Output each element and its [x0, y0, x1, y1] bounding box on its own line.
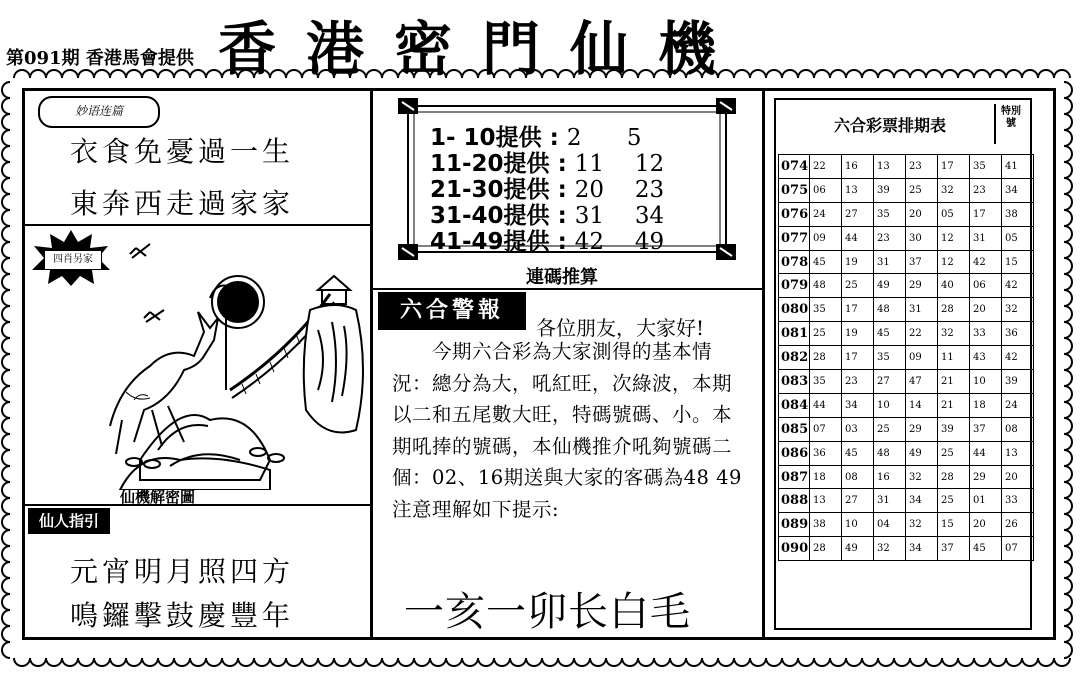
number-cell: 28: [810, 537, 842, 561]
lianma-label: 連碼推算: [526, 267, 598, 288]
table-row: [779, 465, 1034, 489]
number-cell: 24: [1002, 393, 1034, 417]
number-cell: 16: [874, 465, 906, 489]
table-row: [779, 322, 1034, 346]
number-cell: 20: [1002, 465, 1034, 489]
provide-num-a: 2: [566, 125, 582, 151]
provide-num-b: 34: [634, 203, 665, 229]
period-cell: 076: [779, 202, 810, 226]
period-cell: 074: [779, 155, 810, 179]
number-cell: 28: [810, 346, 842, 370]
provide-range: 31-40提供: [430, 203, 550, 229]
number-cell: 32: [938, 322, 970, 346]
greeting-text: 各位朋友，大家好!: [536, 316, 705, 340]
table-row: [779, 346, 1034, 370]
number-cell: 45: [970, 537, 1002, 561]
period-cell: 090: [779, 537, 810, 561]
number-cell: 06: [810, 178, 842, 202]
number-cell: 20: [906, 202, 938, 226]
provide-range: 21-30提供: [430, 177, 550, 203]
number-cell: 34: [842, 393, 874, 417]
number-cell: 34: [1002, 178, 1034, 202]
number-cell: 32: [874, 537, 906, 561]
period-cell: 080: [779, 298, 810, 322]
number-cell: 37: [906, 250, 938, 274]
number-cell: 20: [970, 298, 1002, 322]
number-cell: 17: [970, 202, 1002, 226]
provide-colon: :: [549, 125, 559, 151]
period-cell: 081: [779, 322, 810, 346]
period-cell: 083: [779, 370, 810, 394]
provide-row: [430, 223, 687, 256]
number-cell: 23: [906, 155, 938, 179]
provide-colon: :: [557, 177, 567, 203]
number-cell: 10: [842, 513, 874, 537]
table-row: [779, 441, 1034, 465]
number-cell: 45: [842, 441, 874, 465]
number-cell: 29: [906, 274, 938, 298]
table-row: [779, 513, 1034, 537]
number-cell: 24: [810, 202, 842, 226]
number-cell: 32: [906, 513, 938, 537]
provide-range: 41-49提供: [430, 229, 550, 255]
number-cell: 42: [1002, 346, 1034, 370]
number-cell: 25: [938, 489, 970, 513]
starburst-label: 四肖另家: [44, 250, 102, 270]
number-cell: 09: [906, 346, 938, 370]
table-row: [779, 537, 1034, 561]
poem-top-line-1: 衣食免憂過一生: [70, 135, 295, 168]
provide-num-b: 23: [634, 177, 665, 203]
number-cell: 48: [810, 274, 842, 298]
table-row: [779, 298, 1034, 322]
number-cell: 25: [874, 417, 906, 441]
number-cell: 10: [874, 393, 906, 417]
number-cell: 39: [938, 417, 970, 441]
number-cell: 37: [970, 417, 1002, 441]
period-cell: 088: [779, 489, 810, 513]
deer-bridge-illustration: [60, 230, 380, 490]
number-cell: 30: [906, 226, 938, 250]
number-cell: 31: [906, 298, 938, 322]
number-cell: 25: [906, 178, 938, 202]
table-row: [779, 370, 1034, 394]
phrase-badge: 妙语连篇: [38, 96, 160, 128]
period-cell: 086: [779, 441, 810, 465]
number-cell: 32: [1002, 298, 1034, 322]
provide-num-a: 42: [574, 229, 605, 255]
number-cell: 13: [842, 178, 874, 202]
xianren-label: 仙人指引: [28, 508, 110, 534]
period-cell: 084: [779, 393, 810, 417]
number-cell: 07: [810, 417, 842, 441]
number-cell: 45: [810, 250, 842, 274]
number-cell: 10: [970, 370, 1002, 394]
table-row: [779, 226, 1034, 250]
number-cell: 12: [938, 250, 970, 274]
number-cell: 06: [970, 274, 1002, 298]
number-cell: 22: [906, 322, 938, 346]
poem-top-line-2: 東奔西走過家家: [70, 187, 295, 220]
number-cell: 45: [874, 322, 906, 346]
hint-text: 一亥一卯长白毛: [404, 589, 691, 635]
number-cell: 01: [970, 489, 1002, 513]
number-cell: 11: [938, 346, 970, 370]
table-row: [779, 393, 1034, 417]
number-cell: 33: [1002, 489, 1034, 513]
number-cell: 37: [938, 537, 970, 561]
period-cell: 077: [779, 226, 810, 250]
number-cell: 21: [938, 370, 970, 394]
provide-num-a: 11: [574, 151, 605, 177]
alert-label: 六合警報: [378, 292, 526, 330]
schedule-table-title: 六合彩票排期表: [833, 116, 946, 135]
number-cell: 07: [1002, 537, 1034, 561]
period-cell: 075: [779, 178, 810, 202]
number-cell: 38: [810, 513, 842, 537]
provide-colon: :: [557, 203, 567, 229]
table-row: [779, 417, 1034, 441]
number-cell: 14: [906, 393, 938, 417]
provide-num-b: 49: [634, 229, 665, 255]
number-cell: 44: [810, 393, 842, 417]
number-cell: 32: [938, 178, 970, 202]
provide-range: 11-20提供: [430, 151, 550, 177]
number-cell: 19: [842, 322, 874, 346]
number-cell: 18: [810, 465, 842, 489]
number-cell: 28: [938, 298, 970, 322]
number-cell: 41: [1002, 155, 1034, 179]
number-cell: 39: [1002, 370, 1034, 394]
number-cell: 08: [842, 465, 874, 489]
number-cell: 23: [970, 178, 1002, 202]
number-cell: 35: [970, 155, 1002, 179]
provide-num-a: 20: [574, 177, 605, 203]
special-number-label: 特別號: [1001, 106, 1021, 129]
number-cell: 31: [970, 226, 1002, 250]
number-cell: 36: [1002, 322, 1034, 346]
number-cell: 05: [938, 202, 970, 226]
number-cell: 03: [842, 417, 874, 441]
number-cell: 44: [970, 441, 1002, 465]
number-cell: 28: [938, 465, 970, 489]
table-row: [779, 489, 1034, 513]
schedule-table: [778, 154, 1034, 561]
provide-num-b: 12: [634, 151, 665, 177]
table-row: [779, 250, 1034, 274]
number-cell: 04: [874, 513, 906, 537]
table-row: [779, 274, 1034, 298]
number-cell: 42: [970, 250, 1002, 274]
number-cell: 29: [906, 417, 938, 441]
number-cell: 34: [906, 489, 938, 513]
number-cell: 49: [842, 537, 874, 561]
table-row: [779, 155, 1034, 179]
poem-bottom-line-1: 元宵明月照四方: [70, 555, 295, 588]
number-cell: 44: [842, 226, 874, 250]
number-cell: 34: [906, 537, 938, 561]
period-cell: 087: [779, 465, 810, 489]
provide-num-a: 31: [574, 203, 605, 229]
illustration-caption: 仙機解密圖: [120, 488, 196, 506]
number-cell: 47: [906, 370, 938, 394]
number-cell: 31: [874, 489, 906, 513]
number-cell: 35: [874, 346, 906, 370]
number-cell: 15: [938, 513, 970, 537]
number-cell: 12: [938, 226, 970, 250]
number-cell: 20: [970, 513, 1002, 537]
number-cell: 49: [874, 274, 906, 298]
number-cell: 17: [842, 346, 874, 370]
number-cell: 25: [810, 322, 842, 346]
period-cell: 085: [779, 417, 810, 441]
number-cell: 42: [1002, 274, 1034, 298]
number-cell: 26: [1002, 513, 1034, 537]
number-cell: 48: [874, 441, 906, 465]
number-cell: 21: [938, 393, 970, 417]
number-cell: 33: [970, 322, 1002, 346]
number-cell: 15: [1002, 250, 1034, 274]
number-cell: 38: [1002, 202, 1034, 226]
number-cell: 43: [970, 346, 1002, 370]
number-cell: 05: [1002, 226, 1034, 250]
page-title: 香港密門仙機: [218, 15, 747, 83]
period-cell: 079: [779, 274, 810, 298]
number-cell: 25: [842, 274, 874, 298]
number-cell: 17: [842, 298, 874, 322]
number-cell: 36: [810, 441, 842, 465]
number-cell: 35: [810, 370, 842, 394]
number-cell: 31: [874, 250, 906, 274]
number-cell: 25: [938, 441, 970, 465]
divider-left-bottom: [24, 504, 370, 506]
number-cell: 17: [938, 155, 970, 179]
number-cell: 13: [1002, 441, 1034, 465]
number-cell: 39: [874, 178, 906, 202]
provide-colon: :: [557, 229, 567, 255]
number-cell: 23: [874, 226, 906, 250]
number-cell: 22: [810, 155, 842, 179]
provide-range: 1- 10提供: [430, 125, 542, 151]
number-cell: 32: [906, 465, 938, 489]
issue-label: 第091期 香港馬會提供: [6, 48, 194, 69]
number-cell: 18: [970, 393, 1002, 417]
number-cell: 08: [1002, 417, 1034, 441]
body-text: 今期六合彩為大家測得的基本情況：總分為大，吼紅旺，次綠波，本期以二和五尾數大旺，特碼號碼、小。本期吼捧的號碼，本仙機推介吼夠號碼二個：02、16期送與大家的客碼為48 49注意理解如下提示:: [392, 340, 742, 521]
table-row: [779, 178, 1034, 202]
number-cell: 49: [906, 441, 938, 465]
divider-left-top: [24, 224, 370, 226]
number-cell: 40: [938, 274, 970, 298]
number-cell: 13: [874, 155, 906, 179]
number-cell: 09: [810, 226, 842, 250]
number-cell: 48: [874, 298, 906, 322]
number-cell: 29: [970, 465, 1002, 489]
number-cell: 27: [842, 202, 874, 226]
title-divider: [994, 104, 996, 144]
divider-right: [762, 90, 765, 638]
provide-colon: :: [557, 151, 567, 177]
table-row: [779, 202, 1034, 226]
number-cell: 16: [842, 155, 874, 179]
number-cell: 35: [810, 298, 842, 322]
period-cell: 089: [779, 513, 810, 537]
period-cell: 082: [779, 346, 810, 370]
number-cell: 35: [874, 202, 906, 226]
provide-num-b: 5: [626, 125, 642, 151]
poem-bottom-line-2: 鳴鑼擊鼓慶豐年: [70, 599, 295, 632]
number-cell: 13: [810, 489, 842, 513]
period-cell: 078: [779, 250, 810, 274]
number-cell: 19: [842, 250, 874, 274]
number-cell: 27: [874, 370, 906, 394]
number-cell: 27: [842, 489, 874, 513]
number-cell: 23: [842, 370, 874, 394]
